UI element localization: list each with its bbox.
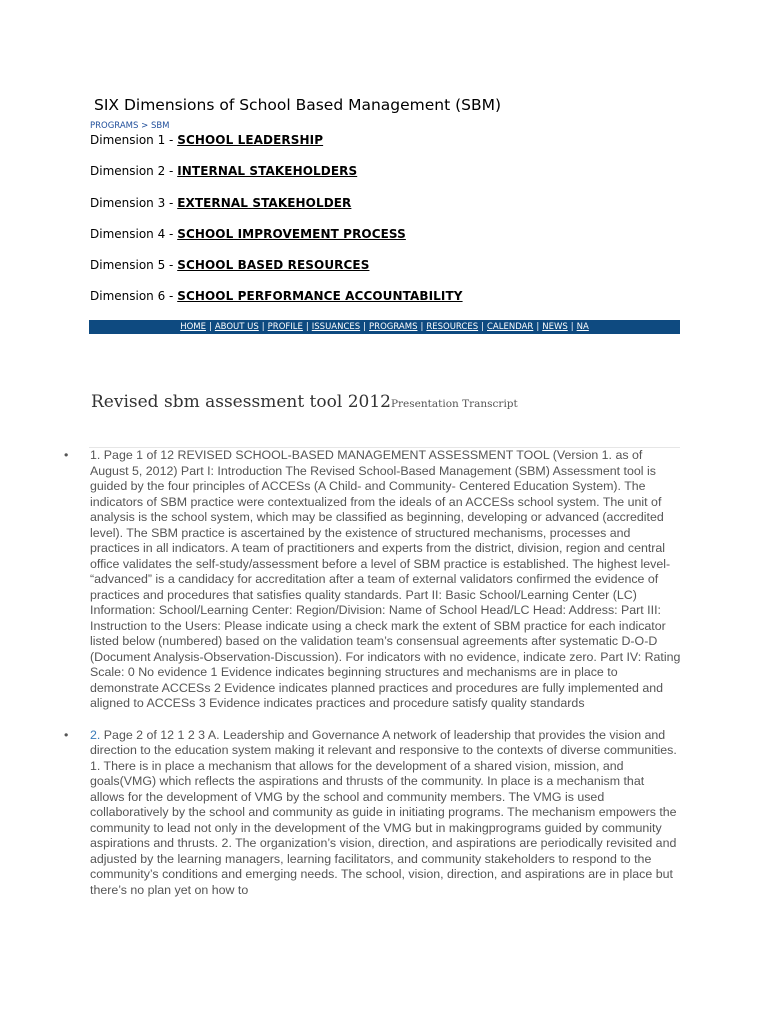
dimension-item [90,162,463,193]
slide-number[interactable]: 2. [90,727,101,742]
dimension-item [90,225,463,256]
nav-about-link[interactable]: ABOUT US [214,322,259,332]
nav-news-link[interactable]: NEWS [542,322,568,332]
nav-calendar-link[interactable]: CALENDAR [487,322,534,332]
dimension-link[interactable]: SCHOOL LEADERSHIP [177,133,324,147]
nav-separator: | [536,322,540,332]
breadcrumb-link[interactable]: PROGRAMS > SBM [90,121,170,131]
transcript-heading [91,392,518,412]
transcript-item [62,448,682,712]
nav-issuances-link[interactable]: ISSUANCES [311,322,361,332]
dimension-link[interactable]: SCHOOL PERFORMANCE ACCOUNTABILITY [177,289,463,304]
nav-na-link[interactable]: NA [576,322,589,332]
dimension-prefix: Dimension 3 - [90,195,178,210]
transcript-list [62,448,682,914]
dimension-prefix: Dimension 5 - [90,258,178,273]
transcript-title: Revised sbm assessment tool 2012 [91,392,391,412]
transcript-label: Presentation Transcript [390,398,518,410]
dimension-link[interactable]: SCHOOL BASED RESOURCES [177,258,370,273]
bullet-icon: • [64,448,69,462]
dimension-link[interactable]: EXTERNAL STAKEHOLDER [177,195,352,210]
nav-profile-link[interactable]: PROFILE [267,322,303,332]
nav-separator: | [420,322,424,332]
dimension-item [90,256,463,287]
slide-text: Page 1 of 12 REVISED SCHOOL-BASED MANAGEMENT ASSESSMENT TOOL (Version 1. as of August 5, 2012) Part I: Introduction The Revised School-Based Management (SBM) Assessment tool is guided by the four principles of ACCESs (A Child- and Community- Centered Education System). The indicators of SBM practice were contextualized from the ideals of an ACCESs school system. The unit of analysis is the school system, which may be classified as beginning, developing or advanced (accredited level). The SBM practice is ascertained by the existence of structured mechanisms, processes and practices in all indicators. A team of practitioners and experts from the district, division, region and central office validates the self-study/assessment before a level of SBM practice is established. The highest level- “advanced” is a candidacy for accreditation after a team of external validators confirmed the evidence of practices and procedures that satisfies quality standards. Part II: Basic School/Learning Center (LC) Information: School/Learning Center: Region/Division: Name of School Head/LC Head: Address: Part III: Instruction to the Users: Please indicate using a check mark the extent of SBM practice for each indicator listed below (numbered) based on the validation team’s consensual agreements after systematic D-O-D (Document Analysis-Observation-Discussion). For indicators with no evidence, indicate zero. Part IV: Rating Scale: 0 No evidence 1 Evidence indicates beginning structures and mechanisms are in place to demonstrate ACCESs 2 Evidence indicates planned practices and procedures are fully implemented and aligned to ACCESs 3 Evidence indicates practices and procedure satisfy quality standards [90,448,681,710]
nav-separator: | [481,322,484,332]
nav-programs-link[interactable]: PROGRAMS [369,322,418,332]
nav-separator: | [570,322,574,332]
dimension-item [90,194,463,225]
dimension-item [90,287,463,318]
nav-separator: | [261,322,265,332]
dimension-link[interactable]: SCHOOL IMPROVEMENT PROCESS [177,226,406,241]
dimensions-list [90,131,463,319]
nav-resources-link[interactable]: RESOURCES [426,322,479,332]
dimension-link[interactable]: INTERNAL STAKEHOLDERS [177,164,358,179]
nav-separator: | [305,322,309,332]
breadcrumb [90,121,170,131]
bullet-icon: • [64,727,69,742]
dimension-prefix: Dimension 1 - [90,133,178,147]
dimension-prefix: Dimension 4 - [90,226,178,241]
nav-separator: | [363,322,367,332]
page-title: SIX Dimensions of School Based Management (SBM) [94,96,502,114]
nav-home-link[interactable]: HOME [180,322,206,332]
dimension-item [90,131,463,162]
slide-text: Page 2 of 12 1 2 3 A. Leadership and Governance A network of leadership that provides the vision and direction to the education system making it relevant and responsive to the contexts of diverse communities. 1. There is in place a mechanism that allows for the development of a shared vision, mission, and goals(VMG) which reflects the aspirations and thrusts of the community. In place is a mechanism that allows for the development of VMG by the school and community members. The VMG is used collaboratively by the school and community as guide in initiating programs. The mechanism empowers the community to lead not only in the development of the VMG but in makingprograms guided by community aspirations and thrusts. 2. The organization’s vision, direction, and aspirations are periodically revisited and adjusted by the learning managers, learning facilitators, and community stakeholders to respond to the community’s conditions and emerging needs. The school, vision, direction, and aspirations are in place but there’s no plan yet on how to [90,727,677,897]
dimension-prefix: Dimension 2 - [90,164,178,179]
slide-number: 1. [90,448,101,462]
dimension-prefix: Dimension 6 - [90,289,178,304]
transcript-item [62,728,682,899]
nav-separator: | [208,322,212,332]
nav-bar [89,320,680,334]
